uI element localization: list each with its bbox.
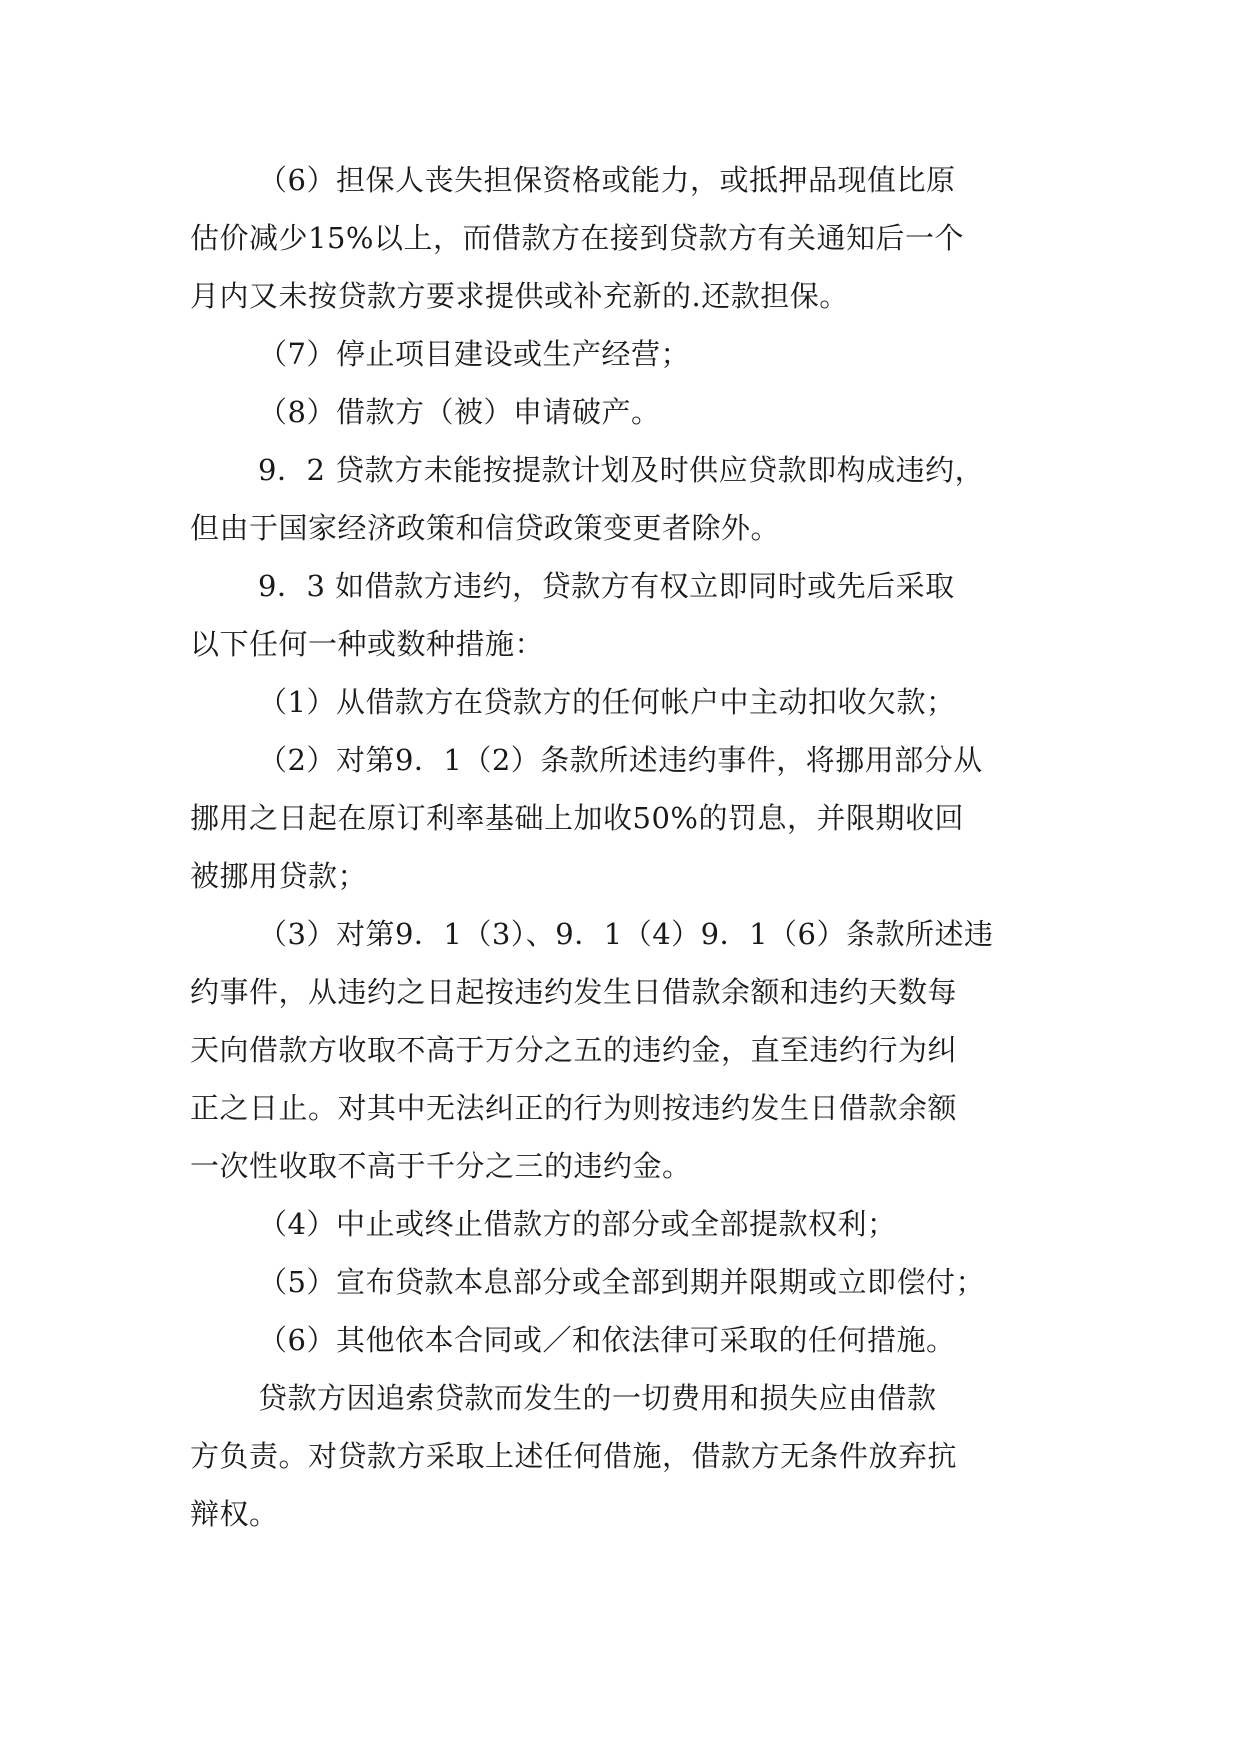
text-line: 月内又未按贷款方要求提供或补充新的.还款担保。 <box>190 279 849 313</box>
text-line: 被挪用贷款； <box>190 859 368 893</box>
text-line: 约事件，从违约之日起按违约发生日借款余额和违约天数每 <box>190 975 958 1009</box>
text-line: （7）停止项目建设或生产经营； <box>258 337 690 371</box>
text-line: 估价减少15%以上，而借款方在接到贷款方有关通知后一个 <box>190 221 964 255</box>
text-line: 9．3 如借款方违约，贷款方有权立即同时或先后采取 <box>258 569 955 603</box>
text-line: （5）宣布贷款本息部分或全部到期并限期或立即偿付； <box>258 1265 985 1299</box>
text-line: 但由于国家经济政策和信贷政策变更者除外。 <box>190 511 781 545</box>
text-line: 以下任何一种或数种措施： <box>190 627 545 661</box>
text-line: （6）担保人丧失担保资格或能力，或抵押品现值比原 <box>258 163 956 197</box>
text-line: （2）对第9．1（2）条款所述违约事件，将挪用部分从 <box>258 743 983 777</box>
text-line: 方负责。对贷款方采取上述任何借施，借款方无条件放弃抗 <box>190 1439 958 1473</box>
text-line: （3）对第9．1（3）、9．1（4）9．1（6）条款所述违 <box>258 917 994 951</box>
text-line: （1）从借款方在贷款方的任何帐户中主动扣收欠款； <box>258 685 956 719</box>
text-line: （4）中止或终止借款方的部分或全部提款权利； <box>258 1207 897 1241</box>
text-line: 正之日止。对其中无法纠正的行为则按违约发生日借款余额 <box>190 1091 958 1125</box>
text-line: （8）借款方（被）申请破产。 <box>258 395 661 429</box>
text-line: 9．2 贷款方未能按提款计划及时供应贷款即构成违约， <box>258 453 985 487</box>
text-line: 辩权。 <box>190 1497 279 1531</box>
text-line: （6）其他依本合同或／和依法律可采取的任何措施。 <box>258 1323 956 1357</box>
text-line: 挪用之日起在原订利率基础上加收50%的罚息，并限期收回 <box>190 801 964 835</box>
text-line: 天向借款方收取不高于万分之五的违约金，直至违约行为纠 <box>190 1033 958 1067</box>
text-line: 一次性收取不高于千分之三的违约金。 <box>190 1149 692 1183</box>
text-line: 贷款方因追索贷款而发生的一切费用和损失应由借款 <box>258 1381 937 1415</box>
